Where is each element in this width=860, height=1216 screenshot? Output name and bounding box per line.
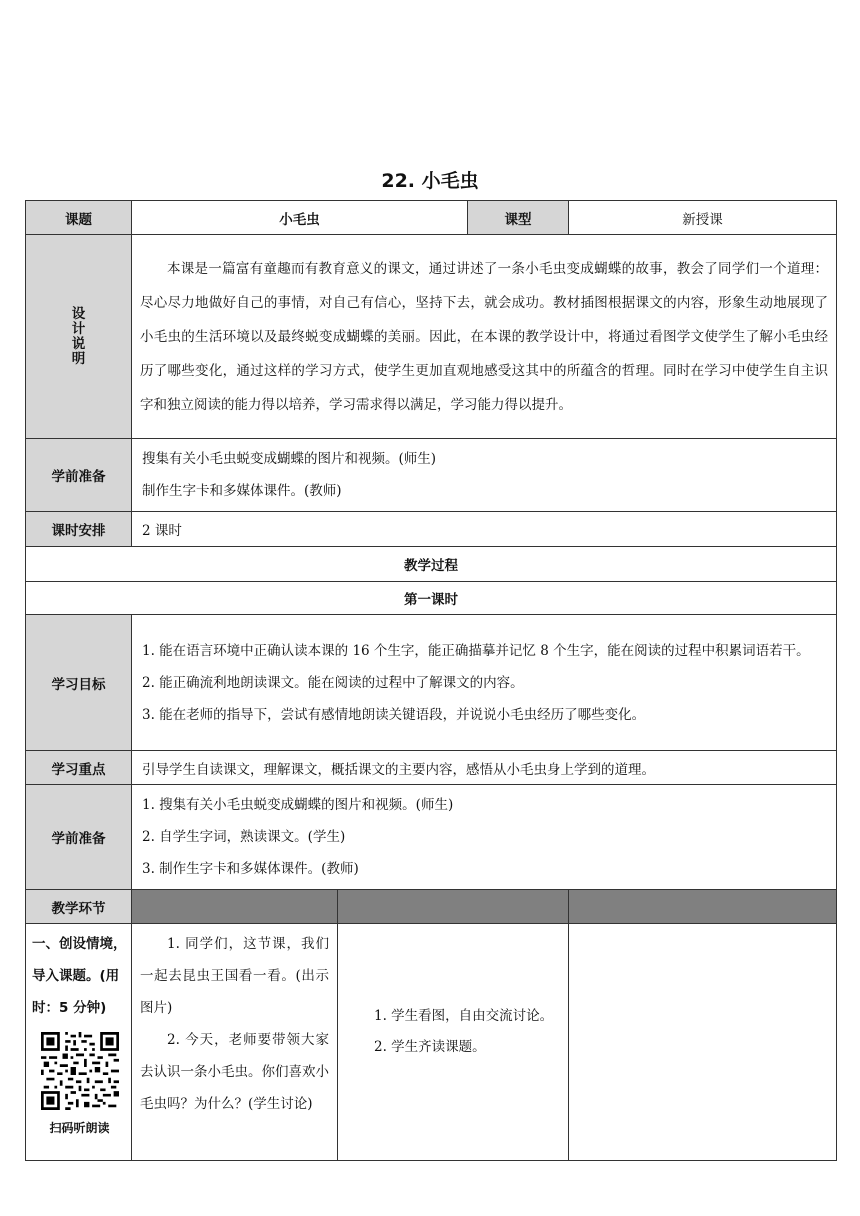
process-heading-row: [26, 547, 837, 582]
prep-label: 学前准备: [26, 439, 132, 512]
prep-row: [26, 439, 837, 512]
prep-line: 制作生字卡和多媒体课件。(教师): [142, 483, 342, 499]
teacher-activity: 2. 今天，老师要带领大家去认识一条小毛虫。你们喜欢小毛虫吗？为什么？(学生讨论): [140, 1032, 329, 1112]
teacher-activity: 1. 同学们，这节课，我们一起去昆虫王国看一看。(出示图片): [140, 936, 329, 1016]
step1-title-cell: [26, 924, 132, 1161]
design-label: [26, 235, 132, 439]
goals-row: [26, 615, 837, 751]
design-text-cell: [132, 235, 837, 439]
lesson-plan-table: [25, 200, 837, 1161]
topic-value: 小毛虫: [132, 201, 468, 235]
student-activity: 2. 学生齐读课题。: [374, 1039, 486, 1055]
steps-header-cell: [132, 890, 338, 924]
page-title: 22. 小毛虫: [381, 170, 479, 192]
prep-line: 搜集有关小毛虫蜕变成蝴蝶的图片和视频。(师生): [142, 451, 437, 467]
lesson1-heading: 第一课时: [26, 582, 837, 615]
focus-row: [26, 751, 837, 785]
prep2-line: 2. 自学生字词，熟读课文。(学生): [142, 829, 346, 845]
student-activity: 1. 学生看图，自由交流讨论。: [374, 1008, 554, 1024]
notes-cell: [569, 924, 837, 1161]
schedule-value: 2 课时: [132, 512, 837, 547]
topic-label: 课题: [26, 201, 132, 235]
topic-row: [26, 201, 837, 235]
goal-item: 1. 能在语言环境中正确认读本课的 16 个生字，能正确描摹并记忆 8 个生字，能在阅读的过程中积累词语若干。: [142, 642, 810, 659]
teacher-activity-cell: [132, 924, 338, 1161]
lesson1-heading-row: [26, 582, 837, 615]
step1-row: [26, 924, 837, 1161]
prep2-cell: [132, 785, 837, 890]
qr-code-icon: [41, 1032, 119, 1110]
design-row: [26, 235, 837, 439]
focus-label: 学习重点: [26, 751, 132, 785]
prep-cell: [132, 439, 837, 512]
prep2-line: 1. 搜集有关小毛虫蜕变成蝴蝶的图片和视频。(师生): [142, 797, 454, 813]
type-value: 新授课: [569, 201, 837, 235]
goals-label: 学习目标: [26, 615, 132, 751]
design-label-text: 设 计 说 明: [71, 305, 86, 367]
type-label: 课型: [468, 201, 569, 235]
student-activity-cell: [338, 924, 569, 1161]
design-text: 本课是一篇富有童趣而有教育意义的课文，通过讲述了一条小毛虫变成蝴蝶的故事，教会了同学们一个道理：尽心尽力地做好自己的事情，对自己有信心，坚持下去，就会成功。教材插图根据课文的内容，形象生动地展现了小毛虫的生活环境以及最终蜕变成蝴蝶的美丽。因此，在本课的教学设计中，将通过看图学文使学生了解小毛虫经历了哪些变化，通过这样的学习方式，使学生更加直观地感受这其中的所蕴含的哲理。同时在学习中使学生自主识字和独立阅读的能力得以培养，学习需求得以满足，学习能力得以提升。: [140, 260, 828, 413]
schedule-row: [26, 512, 837, 547]
step1-title: 一、创设情境，导入课题。(用时：5 分钟): [32, 936, 127, 1016]
prep2-label: 学前准备: [26, 785, 132, 890]
steps-label: 教学环节: [26, 890, 132, 924]
prep2-row: [26, 785, 837, 890]
process-heading: 教学过程: [26, 547, 837, 582]
prep2-line: 3. 制作生字卡和多媒体课件。(教师): [142, 861, 359, 877]
steps-header-cell: [569, 890, 837, 924]
goal-item: 3. 能在老师的指导下，尝试有感情地朗读关键语段，并说说小毛虫经历了哪些变化。: [142, 706, 646, 723]
steps-header-cell: [338, 890, 569, 924]
steps-header-row: [26, 890, 837, 924]
goal-item: 2. 能正确流利地朗读课文。能在阅读的过程中了解课文的内容。: [142, 674, 524, 691]
schedule-label: 课时安排: [26, 512, 132, 547]
qr-caption: 扫码听朗读: [49, 1121, 110, 1135]
focus-value: 引导学生自读课文，理解课文，概括课文的主要内容，感悟从小毛虫身上学到的道理。: [132, 751, 837, 785]
goals-cell: [132, 615, 837, 751]
